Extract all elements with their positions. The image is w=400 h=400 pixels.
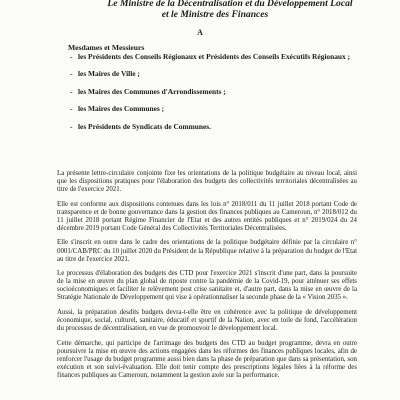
recipient-item: - les Maires des Communes ;	[70, 104, 370, 113]
recipient-item: - les Présidents de Syndicats de Communes.	[70, 122, 370, 131]
body-paragraph: Le processus d'élaboration des budgets des CTD pour l'exercice 2021 s'inscrit d'une part, dans la poursuite de la mise en œuvre du plan global de riposte contre la pandémie de la Covid-19, pour atténuer ses effets socioéconomiques et faciliter le relèvement post crise sanitaire et, d'autre part, dans la mise en œuvre de la Stratégie Nationale de Développement qui vise à opérationnaliser la seconde phase de la « Vision 2035 ».	[57, 270, 357, 302]
letter-body	[57, 170, 357, 386]
recipient-list	[70, 52, 370, 139]
recipient-item: - les Maires de Ville ;	[70, 69, 370, 78]
recipient-item: - les Présidents des Conseils Régionaux et Présidents des Conseils Exécutifs Régionaux ;	[70, 52, 370, 61]
body-paragraph: Aussi, la préparation desdits budgets devra-t-elle être en cohérence avec la politique de développement économique, social, culturel, sanitaire, éducatif et sportif de la Nation, avec en toile de fond, l'accélération du processus de décentralisation, en vue de promouvoir le développement local.	[57, 308, 357, 333]
recipient-item: - les Maires des Communes d'Arrondissements ;	[70, 87, 370, 96]
body-paragraph: Elle s'inscrit en outre dans le cadre des orientations de la politique budgétaire définie par la circulaire n° 0001/CAB/PRC du 10 juillet 2020 du Président de la République relative à la préparation du budget de l'Etat au titre de l'exercice 2021.	[57, 239, 357, 263]
body-paragraph: Cette démarche, qui participe de l'arrimage des budgets des CTD au budget programme, devra en outre poursuivre la mise en œuvre des actions engagées dans les réformes des finances publiques locales, afin de renforcer l'usage du budget programme aussi bien dans la phase de préparation que dans sa présentation, son exécution et son suivi-évaluation. Elle doit tenir compte des prescriptions légales liées à la réforme des finances publiques au Cameroun, notamment la gestion axée sur la performance.	[57, 339, 357, 379]
salutation: Mesdames et Messieurs	[68, 43, 145, 52]
document-header	[0, 0, 400, 20]
header-title-line-2: et le Ministre des Finances	[161, 9, 269, 20]
header-title-line-1: Le Ministre de la Décentralisation et du Développement Local	[107, 0, 353, 9]
body-paragraph: La présente lettre-circulaire conjointe fixe les orientations de la politique budgétaire au niveau local, ainsi que les dispositions pratiques pour l'élaboration des budgets des collectivités territoriales décentralisées au titre de l'exercice 2021.	[57, 170, 357, 194]
body-paragraph: Elle est conforme aux dispositions contenues dans les lois n° 2018/011 du 11 juillet 2018 portant Code de transparence et de bonne gouvernance dans la gestion des finances publiques au Cameroun, n° 2018/012 du 11 juillet 2018 portant Régime Financier de l'Etat et des autres entités publiques et n° 2019/024 du 24 décembre 2019 portant Code Général des Collectivités Territoriales Décentralisées.	[57, 200, 357, 232]
addressee-marker: A	[197, 28, 203, 37]
